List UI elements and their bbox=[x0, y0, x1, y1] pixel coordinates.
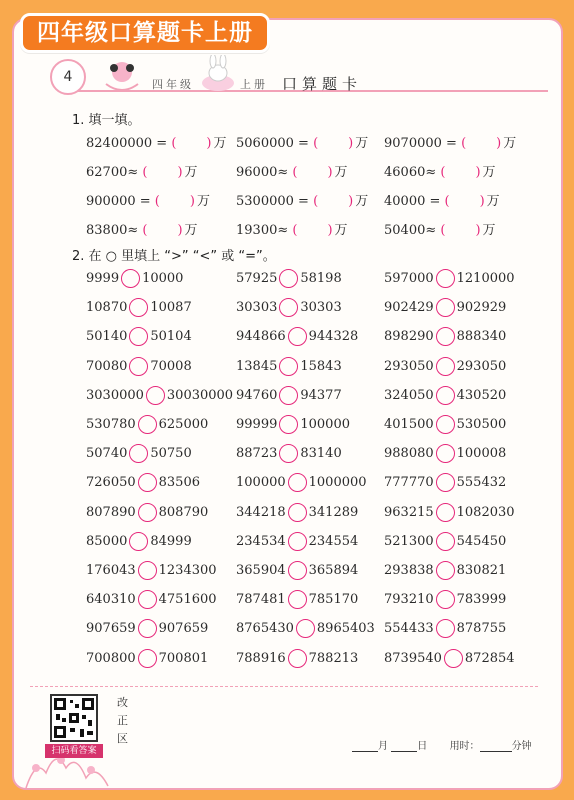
compare-item bbox=[236, 269, 342, 288]
compare-right: 783999 bbox=[456, 592, 507, 608]
compare-right: 700801 bbox=[158, 650, 209, 666]
compare-right: 788213 bbox=[308, 650, 359, 666]
compare-circle[interactable] bbox=[279, 444, 298, 463]
qr-label: 扫码看答案 bbox=[45, 744, 103, 758]
compare-left: 94760 bbox=[236, 387, 278, 403]
compare-left: 726050 bbox=[86, 475, 136, 491]
compare-item bbox=[86, 619, 208, 638]
compare-item bbox=[86, 386, 233, 405]
compare-item bbox=[236, 503, 358, 522]
answer-paren-open: ( bbox=[292, 165, 298, 180]
compare-item bbox=[384, 269, 515, 288]
compare-left: 898290 bbox=[384, 329, 434, 345]
compare-right: 888340 bbox=[456, 329, 507, 345]
fill-item bbox=[384, 161, 496, 180]
compare-left: 57925 bbox=[236, 271, 278, 286]
correction-label-2: 正 bbox=[117, 714, 128, 727]
compare-left: 530780 bbox=[86, 417, 136, 432]
answer-paren-close: ) bbox=[177, 165, 183, 180]
compare-item bbox=[86, 415, 208, 434]
compare-right: 545450 bbox=[456, 533, 507, 549]
compare-circle[interactable] bbox=[296, 619, 315, 638]
compare-left: 13845 bbox=[236, 358, 278, 374]
compare-circle[interactable] bbox=[288, 532, 307, 551]
fill-item-number: 82400000 = bbox=[86, 136, 172, 151]
compare-circle[interactable] bbox=[288, 561, 307, 580]
compare-circle[interactable] bbox=[138, 590, 157, 609]
fill-item-unit: 万 bbox=[355, 136, 369, 151]
qr-code[interactable] bbox=[50, 694, 98, 742]
compare-left: 521300 bbox=[384, 533, 434, 549]
compare-item bbox=[236, 619, 375, 638]
day-label: 日 bbox=[417, 741, 428, 752]
compare-right: 30030000 bbox=[166, 387, 234, 403]
fill-item-unit: 万 bbox=[334, 223, 348, 238]
compare-item bbox=[236, 298, 342, 317]
answer-paren-open: ( bbox=[171, 136, 177, 151]
compare-right: 83140 bbox=[300, 446, 342, 462]
compare-circle[interactable] bbox=[138, 561, 157, 580]
fill-item bbox=[236, 132, 368, 151]
answer-paren-open: ( bbox=[313, 194, 319, 209]
compare-item bbox=[236, 357, 342, 376]
compare-right: 100008 bbox=[456, 446, 507, 462]
compare-right: 808790 bbox=[158, 504, 209, 520]
flower-decoration bbox=[92, 60, 152, 94]
compare-item bbox=[236, 473, 367, 492]
compare-right: 341289 bbox=[308, 504, 359, 520]
fill-item bbox=[86, 132, 227, 151]
compare-circle[interactable] bbox=[138, 415, 157, 434]
fill-item bbox=[86, 190, 210, 209]
compare-item bbox=[236, 561, 358, 580]
fill-item-number: 19300≈ bbox=[236, 223, 293, 238]
answer-paren-close: ) bbox=[206, 136, 212, 151]
compare-right: 83506 bbox=[158, 475, 200, 491]
compare-circle[interactable] bbox=[436, 503, 455, 522]
fill-item-number: 46060≈ bbox=[384, 165, 441, 180]
compare-item bbox=[236, 590, 358, 609]
compare-circle[interactable] bbox=[129, 298, 148, 317]
compare-left: 902429 bbox=[384, 300, 434, 316]
answer-paren-open: ( bbox=[313, 136, 319, 151]
compare-circle[interactable] bbox=[121, 269, 140, 288]
fill-item-unit: 万 bbox=[482, 165, 496, 180]
fill-item-unit: 万 bbox=[196, 194, 210, 209]
minutes-label: 分钟 bbox=[511, 741, 532, 752]
compare-right: 94377 bbox=[300, 387, 342, 403]
compare-item bbox=[236, 327, 358, 346]
compare-right: 785170 bbox=[308, 592, 359, 608]
compare-right: 878755 bbox=[456, 621, 507, 637]
compare-circle[interactable] bbox=[288, 473, 307, 492]
answer-paren-open: ( bbox=[440, 223, 446, 238]
fill-item bbox=[384, 132, 516, 151]
compare-item bbox=[384, 444, 506, 463]
fill-item-unit: 万 bbox=[184, 165, 198, 180]
compare-item bbox=[236, 415, 350, 434]
compare-right: 15843 bbox=[300, 358, 342, 374]
compare-circle[interactable] bbox=[436, 444, 455, 463]
compare-item bbox=[86, 444, 192, 463]
compare-right: 1082030 bbox=[456, 504, 515, 520]
answer-paren-open: ( bbox=[292, 223, 298, 238]
answer-paren-close: ) bbox=[348, 194, 354, 209]
compare-left: 293050 bbox=[384, 358, 434, 374]
compare-circle[interactable] bbox=[436, 327, 455, 346]
compare-circle[interactable] bbox=[436, 561, 455, 580]
fill-item bbox=[86, 219, 198, 238]
compare-left: 85000 bbox=[86, 533, 128, 549]
compare-left: 793210 bbox=[384, 592, 434, 608]
fill-item-number: 50400≈ bbox=[384, 223, 441, 238]
compare-circle[interactable] bbox=[129, 357, 148, 376]
compare-circle[interactable] bbox=[436, 590, 455, 609]
answer-paren-open: ( bbox=[440, 165, 446, 180]
date-fields bbox=[352, 737, 532, 752]
compare-left: 8765430 bbox=[236, 621, 294, 637]
compare-item bbox=[236, 649, 358, 668]
fill-item-unit: 万 bbox=[482, 223, 496, 238]
compare-circle[interactable] bbox=[436, 619, 455, 638]
bunny-decoration bbox=[198, 55, 238, 95]
compare-circle[interactable] bbox=[279, 269, 298, 288]
fill-item-unit: 万 bbox=[503, 136, 517, 151]
fill-item-unit: 万 bbox=[184, 223, 198, 238]
header-grade: 四年级 bbox=[152, 78, 194, 91]
fill-item-number: 40000 = bbox=[384, 194, 445, 209]
fill-item-unit: 万 bbox=[355, 194, 369, 209]
answer-paren-open: ( bbox=[461, 136, 467, 151]
compare-circle[interactable] bbox=[436, 473, 455, 492]
compare-left: 963215 bbox=[384, 504, 434, 520]
answer-paren-open: ( bbox=[142, 165, 148, 180]
compare-item bbox=[236, 532, 358, 551]
compare-left: 944866 bbox=[236, 329, 286, 345]
compare-left: 99999 bbox=[236, 417, 278, 432]
compare-left: 9999 bbox=[86, 271, 120, 286]
compare-item bbox=[384, 415, 506, 434]
compare-left: 344218 bbox=[236, 504, 286, 520]
section2-title: 2. 在 ○ 里填上 “>” “<” 或 “=”。 bbox=[72, 249, 276, 264]
compare-item bbox=[384, 649, 515, 668]
compare-right: 1000000 bbox=[308, 475, 367, 491]
compare-circle[interactable] bbox=[138, 649, 157, 668]
compare-left: 176043 bbox=[86, 563, 136, 578]
compare-item bbox=[384, 503, 515, 522]
fill-item-unit: 万 bbox=[213, 136, 227, 151]
answer-paren-open: ( bbox=[142, 223, 148, 238]
compare-right: 530500 bbox=[456, 417, 507, 432]
fill-item bbox=[384, 219, 496, 238]
compare-item bbox=[384, 561, 506, 580]
compare-item bbox=[86, 561, 217, 580]
compare-left: 640310 bbox=[86, 592, 136, 608]
compare-item bbox=[384, 619, 506, 638]
fill-item-number: 9070000 = bbox=[384, 136, 462, 151]
compare-left: 88723 bbox=[236, 446, 278, 462]
compare-right: 234554 bbox=[308, 533, 359, 549]
compare-item bbox=[86, 298, 192, 317]
compare-left: 50740 bbox=[86, 446, 128, 462]
compare-circle[interactable] bbox=[444, 649, 463, 668]
fill-item-number: 5300000 = bbox=[236, 194, 314, 209]
compare-left: 100000 bbox=[236, 475, 286, 491]
compare-circle[interactable] bbox=[279, 386, 298, 405]
compare-circle[interactable] bbox=[436, 415, 455, 434]
compare-right: 907659 bbox=[158, 621, 209, 637]
compare-left: 777770 bbox=[384, 475, 434, 491]
fill-item bbox=[384, 190, 500, 209]
answer-paren-close: ) bbox=[475, 165, 481, 180]
compare-circle[interactable] bbox=[288, 590, 307, 609]
compare-left: 787481 bbox=[236, 592, 286, 608]
compare-left: 30303 bbox=[236, 300, 278, 316]
compare-left: 324050 bbox=[384, 387, 434, 403]
compare-left: 807890 bbox=[86, 504, 136, 520]
month-label: 月 bbox=[378, 741, 388, 752]
fill-item-unit: 万 bbox=[486, 194, 500, 209]
compare-right: 293050 bbox=[456, 358, 507, 374]
compare-circle[interactable] bbox=[288, 327, 307, 346]
compare-item bbox=[384, 473, 506, 492]
answer-paren-close: ) bbox=[348, 136, 354, 151]
compare-left: 8739540 bbox=[384, 650, 442, 666]
answer-paren-close: ) bbox=[189, 194, 195, 209]
answer-paren-open: ( bbox=[154, 194, 160, 209]
compare-right: 625000 bbox=[158, 417, 209, 432]
fill-item-number: 900000 = bbox=[86, 194, 155, 209]
fill-item bbox=[86, 161, 198, 180]
answer-paren-close: ) bbox=[327, 165, 333, 180]
compare-item bbox=[384, 357, 506, 376]
compare-circle[interactable] bbox=[279, 357, 298, 376]
section1-title: 1. 填一填。 bbox=[72, 113, 141, 128]
compare-left: 365904 bbox=[236, 563, 286, 578]
compare-right: 70008 bbox=[150, 358, 192, 374]
compare-left: 907659 bbox=[86, 621, 136, 637]
compare-circle[interactable] bbox=[129, 444, 148, 463]
header-card-title: 口算题卡 bbox=[282, 75, 363, 93]
fill-item-number: 96000≈ bbox=[236, 165, 293, 180]
compare-left: 401500 bbox=[384, 417, 434, 432]
compare-left: 988080 bbox=[384, 446, 434, 462]
compare-circle[interactable] bbox=[436, 532, 455, 551]
compare-circle[interactable] bbox=[288, 503, 307, 522]
compare-right: 50750 bbox=[150, 446, 192, 462]
time-label: 用时： bbox=[449, 741, 480, 752]
answer-paren-close: ) bbox=[475, 223, 481, 238]
compare-circle[interactable] bbox=[129, 327, 148, 346]
fill-item bbox=[236, 161, 348, 180]
compare-item bbox=[384, 386, 506, 405]
fill-item bbox=[236, 190, 368, 209]
compare-item bbox=[86, 649, 208, 668]
answer-paren-open: ( bbox=[444, 194, 450, 209]
compare-circle[interactable] bbox=[436, 357, 455, 376]
compare-item bbox=[236, 444, 342, 463]
time-blank[interactable] bbox=[480, 740, 512, 752]
compare-right: 430520 bbox=[456, 387, 507, 403]
day-blank[interactable] bbox=[391, 740, 417, 752]
compare-left: 700800 bbox=[86, 650, 136, 666]
compare-right: 944328 bbox=[308, 329, 359, 345]
compare-circle[interactable] bbox=[279, 298, 298, 317]
compare-right: 555432 bbox=[456, 475, 507, 491]
compare-right: 10087 bbox=[150, 300, 192, 316]
month-blank[interactable] bbox=[352, 740, 378, 752]
compare-item bbox=[86, 473, 200, 492]
compare-item bbox=[86, 532, 192, 551]
compare-right: 50104 bbox=[150, 329, 192, 345]
compare-circle[interactable] bbox=[436, 386, 455, 405]
compare-right: 830821 bbox=[456, 563, 507, 578]
compare-circle[interactable] bbox=[436, 269, 455, 288]
compare-left: 234534 bbox=[236, 533, 286, 549]
fill-item-number: 5060000 = bbox=[236, 136, 314, 151]
compare-right: 84999 bbox=[150, 533, 192, 549]
compare-circle[interactable] bbox=[129, 532, 148, 551]
compare-circle[interactable] bbox=[138, 503, 157, 522]
answer-paren-close: ) bbox=[479, 194, 485, 209]
banner-title: 四年级口算题卡上册 bbox=[20, 13, 270, 53]
compare-right: 4751600 bbox=[158, 592, 217, 608]
compare-circle[interactable] bbox=[138, 619, 157, 638]
compare-right: 365894 bbox=[308, 563, 359, 578]
compare-left: 293838 bbox=[384, 563, 434, 578]
page-number: 4 bbox=[50, 59, 86, 95]
compare-left: 554433 bbox=[384, 621, 434, 637]
compare-left: 3030000 bbox=[86, 387, 144, 403]
compare-right: 58198 bbox=[300, 271, 342, 286]
fill-item-number: 62700≈ bbox=[86, 165, 143, 180]
compare-circle[interactable] bbox=[288, 649, 307, 668]
compare-circle[interactable] bbox=[138, 473, 157, 492]
compare-right: 1234300 bbox=[158, 563, 217, 578]
correction-label-1: 改 bbox=[117, 696, 128, 709]
compare-left: 788916 bbox=[236, 650, 286, 666]
compare-item bbox=[384, 532, 506, 551]
compare-left: 10870 bbox=[86, 300, 128, 316]
compare-right: 8965403 bbox=[316, 621, 375, 637]
compare-right: 30303 bbox=[300, 300, 342, 316]
compare-item bbox=[86, 269, 183, 288]
compare-item bbox=[86, 503, 208, 522]
answer-paren-close: ) bbox=[496, 136, 502, 151]
fill-item-unit: 万 bbox=[334, 165, 348, 180]
compare-right: 100000 bbox=[300, 417, 350, 432]
answer-paren-close: ) bbox=[177, 223, 183, 238]
compare-item bbox=[86, 357, 192, 376]
fill-item-number: 83800≈ bbox=[86, 223, 143, 238]
compare-left: 50140 bbox=[86, 329, 128, 345]
fill-item bbox=[236, 219, 348, 238]
compare-left: 70080 bbox=[86, 358, 128, 374]
compare-item bbox=[384, 298, 506, 317]
compare-left: 597000 bbox=[384, 271, 434, 286]
compare-right: 872854 bbox=[464, 650, 515, 666]
compare-circle[interactable] bbox=[436, 298, 455, 317]
compare-item bbox=[384, 327, 506, 346]
compare-item bbox=[236, 386, 342, 405]
header-volume: 上册 bbox=[240, 78, 268, 91]
compare-circle[interactable] bbox=[279, 415, 298, 434]
compare-right: 10000 bbox=[142, 271, 184, 286]
compare-right: 902929 bbox=[456, 300, 507, 316]
compare-item bbox=[86, 590, 217, 609]
compare-right: 1210000 bbox=[456, 271, 515, 286]
compare-item bbox=[384, 590, 506, 609]
correction-label-3: 区 bbox=[117, 732, 128, 745]
compare-circle[interactable] bbox=[146, 386, 165, 405]
compare-item bbox=[86, 327, 192, 346]
answer-paren-close: ) bbox=[327, 223, 333, 238]
